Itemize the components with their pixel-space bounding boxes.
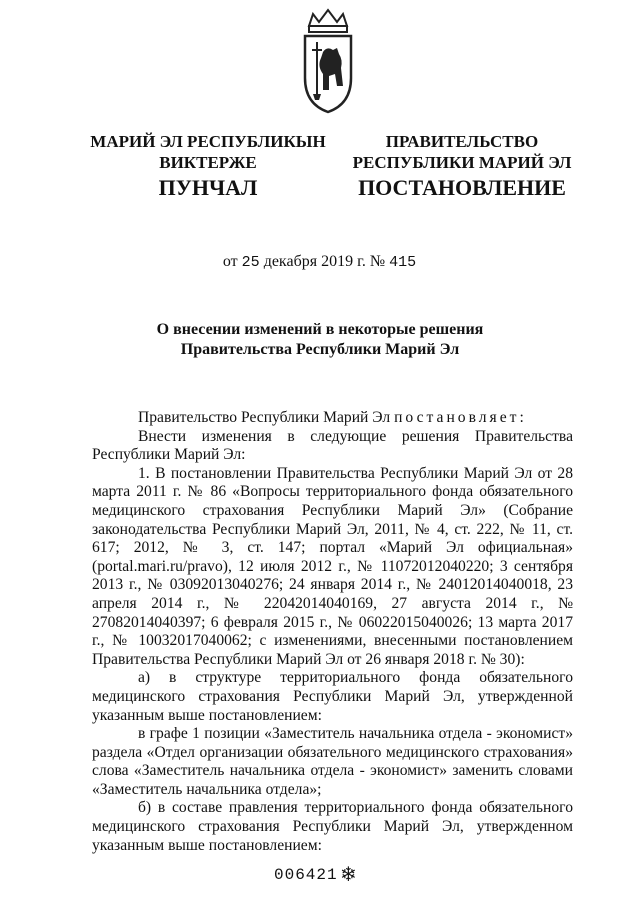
body-p1-text: Правительство Республики Марий Эл: [138, 409, 395, 426]
header-right-line-2: РЕСПУБЛИКИ МАРИЙ ЭЛ: [352, 153, 572, 172]
header-right-doc-type: ПОСТАНОВЛЕНИЕ: [358, 175, 566, 200]
date-line: [0, 253, 639, 271]
body-paragraph-5: в графе 1 позиции «Заместитель начальника отдела - экономист» раздела «Отдел организации обязательного медицинского страхования» слова «Заместитель начальника отдела - экономист» заменить словами «Заместитель начальника отдела»;: [92, 725, 573, 798]
date-mid: декабря 2019 г. №: [263, 253, 386, 270]
document-title: [80, 320, 560, 360]
title-line-1: О внесении изменений в некоторые решения: [156, 321, 484, 338]
body-paragraph-4: а) в структуре территориального фонда обязательного медицинского страхования Республики Марий Эл, утвержденной указанным выше постановлением:: [92, 669, 573, 724]
document-number: 415: [389, 254, 417, 271]
header-right-title: [346, 131, 578, 173]
body-paragraph-3: 1. В постановлении Правительства Республики Марий Эл от 28 марта 2011 г. № 86 «Вопросы территориального фонда обязательного медицинского страхования Республики Марий Эл» (Собрание законодательства Республики Марий Эл, 2011, № 4, ст. 222, № 11, ст. 617; 2012, № 3, ст. 147; портал «Марий Эл официальная» (portal.mari.ru/pravo), 12 июля 2012 г., № 11072012040220; 3 сентября 2013 г., № 03092013040276; 24 января 2014 г., № 24012014040018, 23 апреля 2014 г., № 22042014040169, 27 августа 2014 г., № 27082014040397; 6 февраля 2015 г., № 06022015040026; 13 марта 2017 г., № 10032017040062; с изменениями, внесенными постановлением Правительства Республики Марий Эл от 26 января 2018 г. № 30):: [92, 464, 573, 668]
body-paragraph-2: Внести изменения в следующие решения Правительства Республики Марий Эл:: [92, 427, 573, 464]
body-paragraph-6: б) в составе правления территориального фонда обязательного медицинского страхования Республики Марий Эл, утвержденном указанным выше постановлением:: [92, 799, 573, 854]
body-p1-verb: постановляет:: [394, 409, 527, 426]
form-serial-number: 006421: [274, 866, 338, 884]
header-left-line-2: ВИКТЕРЖЕ: [159, 153, 257, 172]
document-body: [92, 409, 573, 855]
header-right-line-1: ПРАВИТЕЛЬСТВО: [385, 132, 539, 151]
body-paragraph-1: [92, 409, 573, 428]
title-line-2: Правительства Республики Марий Эл: [180, 341, 460, 358]
header-left-doc-type: ПУНЧАЛ: [158, 175, 258, 200]
header-left-title: [90, 131, 326, 173]
coat-of-arms-icon: [297, 8, 359, 116]
header-left-line-1: МАРИЙ ЭЛ РЕСПУБЛИКЫН: [90, 132, 326, 151]
snowflake-mark-icon: ❄: [340, 864, 357, 886]
date-day: 25: [241, 254, 260, 271]
date-prefix: от: [222, 253, 238, 270]
